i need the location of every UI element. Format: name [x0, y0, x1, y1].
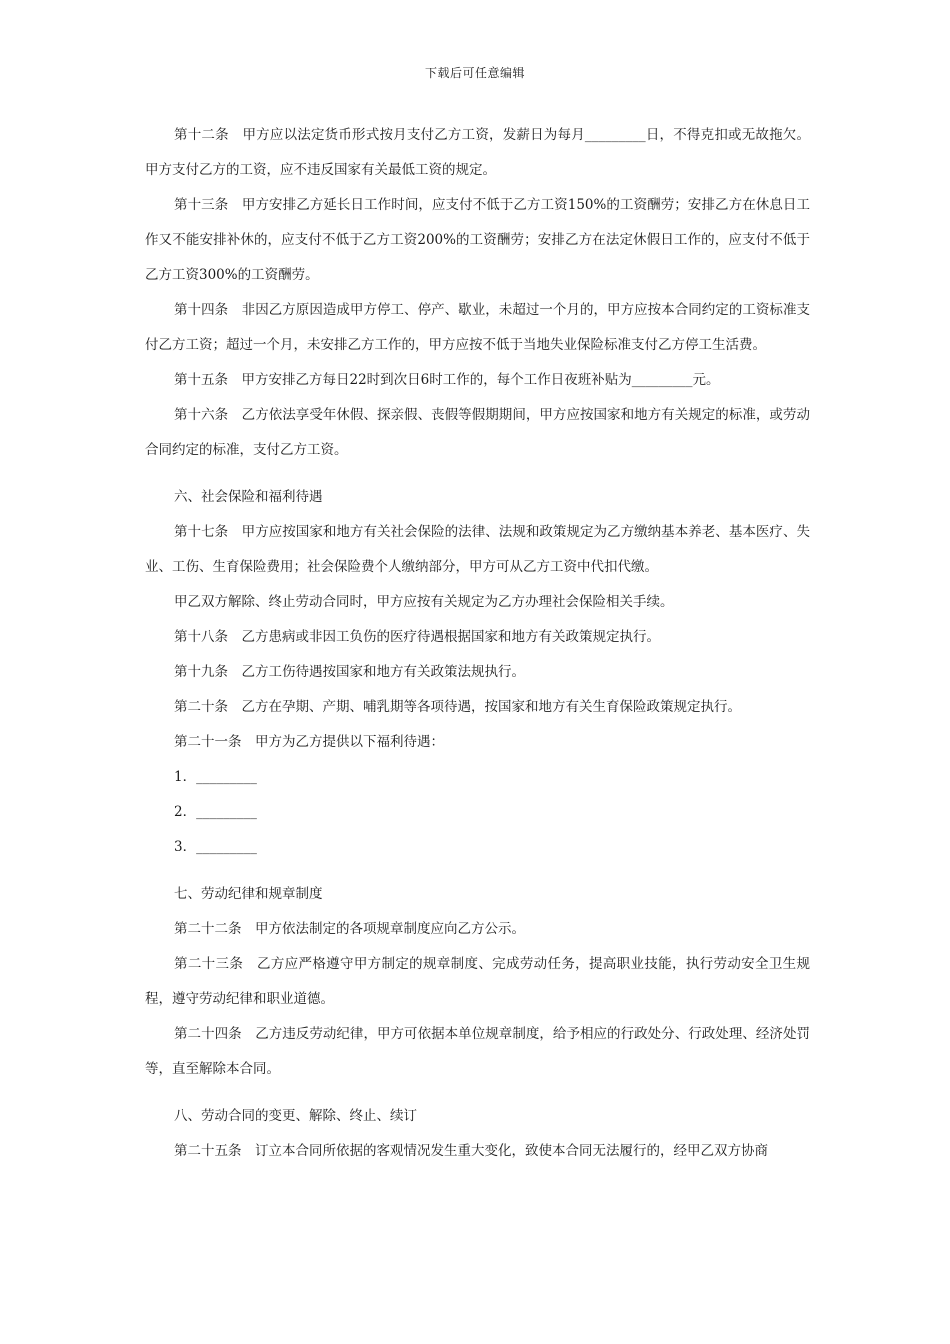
article-24: 第二十四条 乙方违反劳动纪律，甲方可依据本单位规章制度，给予相应的行政处分、行政处理、经济处罚等，直至解除本合同。 [145, 1026, 810, 1077]
article-19: 第十九条 乙方工伤待遇按国家和地方有关政策法规执行。 [174, 664, 525, 680]
section-8-heading: 八、劳动合同的变更、解除、终止、续订 [174, 1108, 417, 1124]
benefit-item-3: 3．_________ [174, 839, 257, 855]
article-16: 第十六条 乙方依法享受年休假、探亲假、丧假等假期期间，甲方应按国家和地方有关规定的标准，或劳动合同约定的标准，支付乙方工资。 [145, 407, 810, 458]
article-23: 第二十三条 乙方应严格遵守甲方制定的规章制度、完成劳动任务，提高职业技能，执行劳动安全卫生规程，遵守劳动纪律和职业道德。 [145, 956, 810, 1007]
benefit-item-1: 1．_________ [174, 769, 257, 785]
article-21: 第二十一条 甲方为乙方提供以下福利待遇： [174, 734, 444, 750]
article-22: 第二十二条 甲方依法制定的各项规章制度应向乙方公示。 [174, 921, 525, 937]
article-18: 第十八条 乙方患病或非因工负伤的医疗待遇根据国家和地方有关政策规定执行。 [174, 629, 660, 645]
article-20: 第二十条 乙方在孕期、产期、哺乳期等各项待遇，按国家和地方有关生育保险政策规定执行。 [174, 699, 741, 715]
article-17-continued: 甲乙双方解除、终止劳动合同时，甲方应按有关规定为乙方办理社会保险相关手续。 [174, 594, 674, 610]
article-12: 第十二条 甲方应以法定货币形式按月支付乙方工资，发薪日为每月_________日，不得克扣或无故拖欠。甲方支付乙方的工资，应不违反国家有关最低工资的规定。 [145, 127, 810, 178]
article-17: 第十七条 甲方应按国家和地方有关社会保险的法律、法规和政策规定为乙方缴纳基本养老、基本医疗、失业、工伤、生育保险费用；社会保险费个人缴纳部分，甲方可从乙方工资中代扣代缴。 [145, 524, 810, 575]
section-gap [145, 865, 810, 877]
section-gap [145, 1087, 810, 1099]
benefit-item-2: 2．_________ [174, 804, 257, 820]
document-body [145, 118, 810, 1169]
article-15: 第十五条 甲方安排乙方每日22时到次日6时工作的，每个工作日夜班补贴为_________元。 [174, 372, 720, 388]
section-gap [145, 468, 810, 480]
section-6-heading: 六、社会保险和福利待遇 [174, 489, 323, 505]
section-7-heading: 七、劳动纪律和规章制度 [174, 886, 323, 902]
article-25: 第二十五条 订立本合同所依据的客观情况发生重大变化，致使本合同无法履行的，经甲乙双方协商 [174, 1143, 768, 1159]
article-13: 第十三条 甲方安排乙方延长日工作时间，应支付不低于乙方工资150%的工资酬劳；安排乙方在休息日工作又不能安排补休的，应支付不低于乙方工资200%的工资酬劳；安排乙方在法定休假日工作的，应支付不低于乙方工资300%的工资酬劳。 [145, 197, 810, 283]
page-header: 下载后可任意编辑 [424, 66, 525, 80]
article-14: 第十四条 非因乙方原因造成甲方停工、停产、歇业，未超过一个月的，甲方应按本合同约定的工资标准支付乙方工资；超过一个月，未安排乙方工作的，甲方应按不低于当地失业保险标准支付乙方停工生活费。 [145, 302, 810, 353]
